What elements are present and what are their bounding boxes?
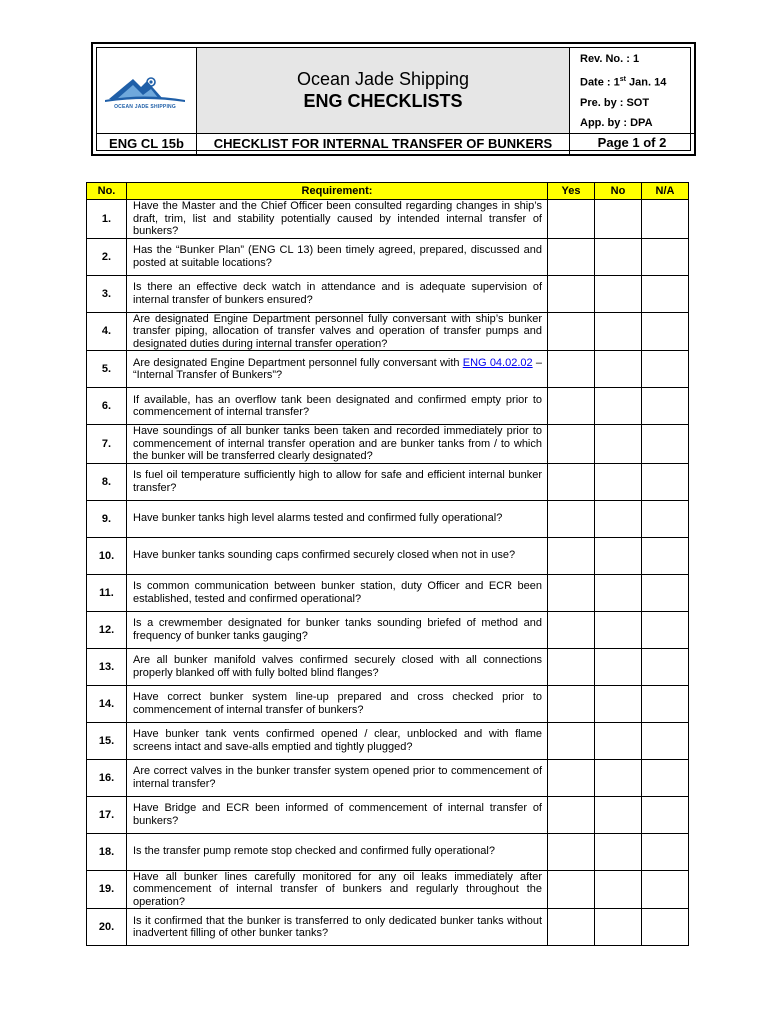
item-requirement: Is fuel oil temperature sufficiently high to allow for safe and efficient internal bunker transfer? [127, 463, 548, 500]
answer-yes-cell[interactable] [548, 275, 595, 312]
item-number: 5. [87, 351, 127, 388]
answer-yes-cell[interactable] [548, 574, 595, 611]
answer-yes-cell[interactable] [548, 909, 595, 946]
item-requirement: Have bunker tanks sounding caps confirmed securely closed when not in use? [127, 537, 548, 574]
answer-yes-cell[interactable] [548, 722, 595, 759]
answer-yes-cell[interactable] [548, 312, 595, 351]
answer-yes-cell[interactable] [548, 611, 595, 648]
answer-no-cell[interactable] [595, 574, 642, 611]
answer-na-cell[interactable] [642, 574, 689, 611]
table-row [87, 238, 689, 275]
answer-na-cell[interactable] [642, 796, 689, 833]
prepared-by: Pre. by : SOT [580, 96, 650, 109]
item-requirement: Is the transfer pump remote stop checked and confirmed fully operational? [127, 833, 548, 870]
answer-yes-cell[interactable] [548, 759, 595, 796]
checklist-subject: CHECKLIST FOR INTERNAL TRANSFER OF BUNKERS [213, 136, 553, 151]
answer-na-cell[interactable] [642, 500, 689, 537]
item-requirement: If available, has an overflow tank been designated and confirmed empty prior to commencement of internal transfer? [127, 388, 548, 425]
answer-no-cell[interactable] [595, 796, 642, 833]
item-requirement-text: Are designated Engine Department personnel fully conversant with [133, 356, 463, 369]
item-number: 18. [87, 833, 127, 870]
column-header-na: N/A [642, 183, 689, 200]
revision-cell [570, 48, 694, 134]
logo-wordmark: OCEAN JADE SHIPPING [114, 104, 176, 110]
checklist-code: ENG CL 15b [109, 136, 184, 151]
answer-no-cell[interactable] [595, 685, 642, 722]
revision-date-suffix-ordinal: st [619, 75, 626, 83]
table-row [87, 500, 689, 537]
item-number: 8. [87, 463, 127, 500]
item-requirement: Is it confirmed that the bunker is transferred to only dedicated bunker tanks without inadvertent filling of other bunker tanks? [127, 909, 548, 946]
revision-date [580, 70, 694, 93]
answer-no-cell[interactable] [595, 388, 642, 425]
item-requirement: Are designated Engine Department personnel fully conversant with ship’s bunker transfer piping, allocation of transfer valves and operation of transfer pumps and designated duties during internal transfer operation? [127, 312, 548, 351]
checklist-body [87, 200, 689, 946]
page-number: Page 1 of 2 [597, 135, 667, 150]
answer-no-cell[interactable] [595, 648, 642, 685]
revision-date-rest: Jan. 14 [625, 76, 667, 89]
answer-yes-cell[interactable] [548, 238, 595, 275]
item-number: 19. [87, 870, 127, 909]
answer-yes-cell[interactable] [548, 685, 595, 722]
table-row [87, 425, 689, 464]
item-requirement: Have correct bunker system line-up prepared and cross checked prior to commencement of internal transfer of bunkers? [127, 685, 548, 722]
answer-no-cell[interactable] [595, 909, 642, 946]
company-name: Ocean Jade Shipping [296, 69, 470, 89]
table-row [87, 574, 689, 611]
item-requirement: Have bunker tank vents confirmed opened / clear, unblocked and with flame screens intact and save-alls emptied and tightly plugged? [127, 722, 548, 759]
answer-yes-cell[interactable] [548, 200, 595, 239]
answer-no-cell[interactable] [595, 425, 642, 464]
item-number: 1. [87, 200, 127, 239]
table-row [87, 648, 689, 685]
table-header-row [87, 183, 689, 200]
table-row [87, 611, 689, 648]
answer-na-cell[interactable] [642, 463, 689, 500]
answer-na-cell[interactable] [642, 200, 689, 239]
item-number: 12. [87, 611, 127, 648]
answer-na-cell[interactable] [642, 238, 689, 275]
table-row [87, 909, 689, 946]
header-grid [96, 47, 691, 151]
column-header-no: No. [87, 183, 127, 200]
answer-na-cell[interactable] [642, 722, 689, 759]
answer-yes-cell[interactable] [548, 388, 595, 425]
item-requirement: Have the Master and the Chief Officer been consulted regarding changes in ship’s draft, trim, list and stability potentially caused by intended internal transfer of bunkers? [127, 200, 548, 239]
answer-no-cell[interactable] [595, 275, 642, 312]
answer-na-cell[interactable] [642, 312, 689, 351]
item-requirement: Have all bunker lines carefully monitored for any oil leaks immediately after commencement of internal transfer of bunkers and regularly throughout the operation? [127, 870, 548, 909]
answer-no-cell[interactable] [595, 759, 642, 796]
answer-na-cell[interactable] [642, 870, 689, 909]
answer-na-cell[interactable] [642, 388, 689, 425]
item-requirement: Have bunker tanks high level alarms tested and confirmed fully operational? [127, 500, 548, 537]
answer-na-cell[interactable] [642, 351, 689, 388]
table-row [87, 388, 689, 425]
answer-yes-cell[interactable] [548, 463, 595, 500]
checklist-table [86, 182, 689, 946]
item-requirement: Has the “Bunker Plan” (ENG CL 13) been timely agreed, prepared, discussed and posted at suitable locations? [127, 238, 548, 275]
item-number: 15. [87, 722, 127, 759]
item-requirement: Are correct valves in the bunker transfer system opened prior to commencement of internal transfer? [127, 759, 548, 796]
answer-na-cell[interactable] [642, 685, 689, 722]
answer-yes-cell[interactable] [548, 425, 595, 464]
answer-na-cell[interactable] [642, 648, 689, 685]
answer-na-cell[interactable] [642, 425, 689, 464]
table-row [87, 463, 689, 500]
item-requirement: Have soundings of all bunker tanks been taken and recorded immediately prior to commencement of internal transfer operation and are bunker tanks from / to which the bunker will be transferred clearly designated? [127, 425, 548, 464]
answer-no-cell[interactable] [595, 312, 642, 351]
answer-na-cell[interactable] [642, 909, 689, 946]
table-row [87, 833, 689, 870]
item-requirement: Are all bunker manifold valves confirmed securely closed with all connections properly blanked off with fully bolted blind flanges? [127, 648, 548, 685]
item-requirement-text-end: – “Internal Transfer of Bunkers”? [133, 356, 542, 381]
item-requirement: Is there an effective deck watch in attendance and is adequate supervision of internal transfer of bunkers ensured? [127, 275, 548, 312]
answer-yes-cell[interactable] [548, 648, 595, 685]
item-requirement: Have Bridge and ECR been informed of commencement of internal transfer of bunkers? [127, 796, 548, 833]
item-number: 6. [87, 388, 127, 425]
column-header-no-answer: No [595, 183, 642, 200]
column-header-requirement: Requirement: [127, 183, 548, 200]
checklist-code-cell [97, 134, 197, 154]
table-row [87, 759, 689, 796]
answer-no-cell[interactable] [595, 200, 642, 239]
table-row [87, 200, 689, 239]
answer-yes-cell[interactable] [548, 870, 595, 909]
title-cell [197, 48, 570, 134]
item-requirement: Is common communication between bunker station, duty Officer and ECR been established, tested and confirmed operational? [127, 574, 548, 611]
answer-no-cell[interactable] [595, 870, 642, 909]
answer-no-cell[interactable] [595, 611, 642, 648]
procedure-link[interactable]: ENG 04.02.02 [462, 356, 533, 369]
document-header [91, 42, 696, 156]
logo-cell [97, 48, 197, 134]
table-row [87, 351, 689, 388]
answer-yes-cell[interactable] [548, 500, 595, 537]
item-number: 3. [87, 275, 127, 312]
answer-no-cell[interactable] [595, 238, 642, 275]
item-number: 10. [87, 537, 127, 574]
table-row [87, 870, 689, 909]
answer-no-cell[interactable] [595, 537, 642, 574]
table-row [87, 275, 689, 312]
table-row [87, 722, 689, 759]
answer-no-cell[interactable] [595, 833, 642, 870]
table-row [87, 685, 689, 722]
revision-number: Rev. No. : 1 [580, 53, 640, 65]
answer-no-cell[interactable] [595, 351, 642, 388]
answer-yes-cell[interactable] [548, 796, 595, 833]
answer-na-cell[interactable] [642, 275, 689, 312]
answer-no-cell[interactable] [595, 500, 642, 537]
column-header-yes: Yes [548, 183, 595, 200]
answer-no-cell[interactable] [595, 722, 642, 759]
item-requirement: Is a crewmember designated for bunker tanks sounding briefed of method and frequency of bunker tanks gauging? [127, 611, 548, 648]
answer-na-cell[interactable] [642, 759, 689, 796]
table-row [87, 537, 689, 574]
item-number: 20. [87, 909, 127, 946]
answer-na-cell[interactable] [642, 537, 689, 574]
item-number: 17. [87, 796, 127, 833]
item-number: 11. [87, 574, 127, 611]
item-number: 7. [87, 425, 127, 464]
page-number-cell [570, 134, 694, 154]
document-type: ENG CHECKLISTS [303, 91, 463, 111]
answer-na-cell[interactable] [642, 611, 689, 648]
answer-yes-cell[interactable] [548, 833, 595, 870]
answer-yes-cell[interactable] [548, 537, 595, 574]
item-number: 2. [87, 238, 127, 275]
item-number: 4. [87, 312, 127, 351]
revision-date-prefix: Date : 1 [580, 76, 620, 89]
table-row [87, 312, 689, 351]
item-requirement [127, 351, 548, 388]
checklist-subject-cell [197, 134, 570, 154]
item-number: 9. [87, 500, 127, 537]
answer-yes-cell[interactable] [548, 351, 595, 388]
item-number: 14. [87, 685, 127, 722]
answer-no-cell[interactable] [595, 463, 642, 500]
item-number: 13. [87, 648, 127, 685]
approved-by: App. by : DPA [580, 117, 653, 130]
item-number: 16. [87, 759, 127, 796]
table-row [87, 796, 689, 833]
answer-na-cell[interactable] [642, 833, 689, 870]
